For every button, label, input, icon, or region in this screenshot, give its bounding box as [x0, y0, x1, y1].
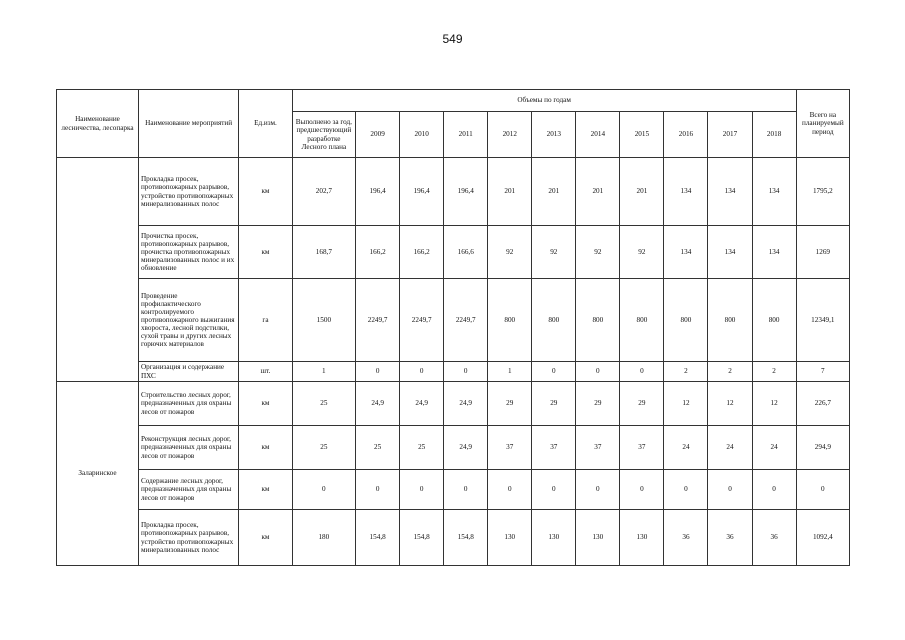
- year-value: 0: [752, 470, 796, 510]
- year-value: 154,8: [356, 510, 400, 566]
- table-row: [57, 382, 850, 426]
- year-value: 92: [532, 226, 576, 279]
- year-value: 12: [708, 382, 752, 426]
- header-year: 2010: [400, 112, 444, 158]
- year-value: 2: [708, 362, 752, 382]
- activity-name: Прокладка просек, противопожарных разрывов, устройство противопожарных минерализованных полос: [138, 510, 238, 566]
- prev-year-value: 1: [292, 362, 356, 382]
- activity-name: Строительство лесных дорог, предназначенных для охраны лесов от пожаров: [138, 382, 238, 426]
- year-value: 12: [752, 382, 796, 426]
- year-value: 29: [488, 382, 532, 426]
- total-value: 1795,2: [796, 158, 849, 226]
- header-forestry: Наименование лесничества, лесопарка: [57, 90, 139, 158]
- forestry-name: Заларинское: [57, 382, 139, 566]
- year-value: 800: [752, 279, 796, 362]
- year-value: 24: [664, 426, 708, 470]
- year-value: 166,2: [356, 226, 400, 279]
- header-volumes: Объемы по годам: [292, 90, 796, 112]
- year-value: 130: [532, 510, 576, 566]
- forestry-name: [57, 158, 139, 382]
- year-value: 0: [620, 362, 664, 382]
- year-value: 0: [356, 470, 400, 510]
- year-value: 0: [708, 470, 752, 510]
- unit-cell: га: [239, 279, 292, 362]
- year-value: 0: [532, 470, 576, 510]
- table-row: [57, 279, 850, 362]
- year-value: 0: [664, 470, 708, 510]
- total-value: 1269: [796, 226, 849, 279]
- year-value: 2249,7: [356, 279, 400, 362]
- year-value: 29: [576, 382, 620, 426]
- year-value: 37: [488, 426, 532, 470]
- year-value: 134: [752, 158, 796, 226]
- year-value: 134: [708, 226, 752, 279]
- unit-cell: км: [239, 426, 292, 470]
- year-value: 2249,7: [444, 279, 488, 362]
- year-value: 37: [532, 426, 576, 470]
- unit-cell: км: [239, 382, 292, 426]
- year-value: 25: [356, 426, 400, 470]
- year-value: 800: [708, 279, 752, 362]
- year-value: 0: [356, 362, 400, 382]
- prev-year-value: 180: [292, 510, 356, 566]
- year-value: 24,9: [400, 382, 444, 426]
- year-value: 2: [752, 362, 796, 382]
- year-value: 24,9: [356, 382, 400, 426]
- table-row: [57, 158, 850, 226]
- year-value: 0: [620, 470, 664, 510]
- year-value: 201: [488, 158, 532, 226]
- activity-name: Прочистка просек, противопожарных разрывов, прочистка противопожарных минерализованных полос и их обновление: [138, 226, 238, 279]
- year-value: 24: [708, 426, 752, 470]
- year-value: 134: [664, 158, 708, 226]
- header-year: 2018: [752, 112, 796, 158]
- header-total: Всего на планируемый период: [796, 90, 849, 158]
- year-value: 134: [664, 226, 708, 279]
- year-value: 130: [620, 510, 664, 566]
- year-value: 130: [488, 510, 532, 566]
- year-value: 36: [708, 510, 752, 566]
- unit-cell: км: [239, 226, 292, 279]
- year-value: 25: [400, 426, 444, 470]
- year-value: 166,6: [444, 226, 488, 279]
- total-value: 7: [796, 362, 849, 382]
- unit-cell: шт.: [239, 362, 292, 382]
- header-activity: Наименование мероприятий: [138, 90, 238, 158]
- year-value: 0: [444, 362, 488, 382]
- header-year: 2016: [664, 112, 708, 158]
- year-value: 24: [752, 426, 796, 470]
- unit-cell: км: [239, 510, 292, 566]
- year-value: 0: [532, 362, 576, 382]
- year-value: 0: [576, 470, 620, 510]
- year-value: 196,4: [400, 158, 444, 226]
- activity-name: Реконструкция лесных дорог, предназначенных для охраны лесов от пожаров: [138, 426, 238, 470]
- year-value: 134: [752, 226, 796, 279]
- header-year: 2017: [708, 112, 752, 158]
- table-row: [57, 362, 850, 382]
- year-value: 29: [620, 382, 664, 426]
- page-number: 549: [442, 32, 463, 46]
- year-value: 166,2: [400, 226, 444, 279]
- year-value: 800: [532, 279, 576, 362]
- header-year: 2013: [532, 112, 576, 158]
- prev-year-value: 202,7: [292, 158, 356, 226]
- year-value: 134: [708, 158, 752, 226]
- year-value: 37: [620, 426, 664, 470]
- prev-year-value: 1500: [292, 279, 356, 362]
- activity-name: Содержание лесных дорог, предназначенных для охраны лесов от пожаров: [138, 470, 238, 510]
- activity-name: Организация и содержание ПХС: [138, 362, 238, 382]
- table-row: [57, 470, 850, 510]
- header-year: 2015: [620, 112, 664, 158]
- header-unit: Ед.изм.: [239, 90, 292, 158]
- year-value: 130: [576, 510, 620, 566]
- prev-year-value: 0: [292, 470, 356, 510]
- year-value: 0: [444, 470, 488, 510]
- forest-plan-table: [56, 89, 850, 566]
- table-row: [57, 426, 850, 470]
- year-value: 92: [488, 226, 532, 279]
- year-value: 1: [488, 362, 532, 382]
- year-value: 154,8: [400, 510, 444, 566]
- header-year: 2011: [444, 112, 488, 158]
- activity-name: Прокладка просек, противопожарных разрывов, устройство противопожарных минерализованных полос: [138, 158, 238, 226]
- header-year: 2012: [488, 112, 532, 158]
- year-value: 800: [620, 279, 664, 362]
- total-value: 294,9: [796, 426, 849, 470]
- year-value: 196,4: [444, 158, 488, 226]
- year-value: 0: [488, 470, 532, 510]
- header-year: 2014: [576, 112, 620, 158]
- year-value: 196,4: [356, 158, 400, 226]
- header-prev-year: Выполнено за год, предшествующий разработке Лесного плана: [292, 112, 356, 158]
- year-value: 0: [400, 362, 444, 382]
- year-value: 29: [532, 382, 576, 426]
- total-value: 0: [796, 470, 849, 510]
- year-value: 0: [576, 362, 620, 382]
- unit-cell: км: [239, 470, 292, 510]
- table-row: [57, 510, 850, 566]
- header-year: 2009: [356, 112, 400, 158]
- year-value: 92: [576, 226, 620, 279]
- total-value: 12349,1: [796, 279, 849, 362]
- year-value: 12: [664, 382, 708, 426]
- total-value: 226,7: [796, 382, 849, 426]
- year-value: 24,9: [444, 382, 488, 426]
- year-value: 800: [488, 279, 532, 362]
- prev-year-value: 168,7: [292, 226, 356, 279]
- year-value: 2: [664, 362, 708, 382]
- total-value: 1092,4: [796, 510, 849, 566]
- year-value: 37: [576, 426, 620, 470]
- activity-name: Проведение профилактического контролируемого противопожарного выжигания хвороста, лесной подстилки, сухой травы и других лесных горючих материалов: [138, 279, 238, 362]
- year-value: 800: [664, 279, 708, 362]
- prev-year-value: 25: [292, 426, 356, 470]
- year-value: 201: [576, 158, 620, 226]
- year-value: 36: [664, 510, 708, 566]
- year-value: 154,8: [444, 510, 488, 566]
- year-value: 92: [620, 226, 664, 279]
- year-value: 24,9: [444, 426, 488, 470]
- prev-year-value: 25: [292, 382, 356, 426]
- year-value: 0: [400, 470, 444, 510]
- unit-cell: км: [239, 158, 292, 226]
- year-value: 201: [620, 158, 664, 226]
- year-value: 201: [532, 158, 576, 226]
- table-row: [57, 226, 850, 279]
- year-value: 36: [752, 510, 796, 566]
- year-value: 800: [576, 279, 620, 362]
- year-value: 2249,7: [400, 279, 444, 362]
